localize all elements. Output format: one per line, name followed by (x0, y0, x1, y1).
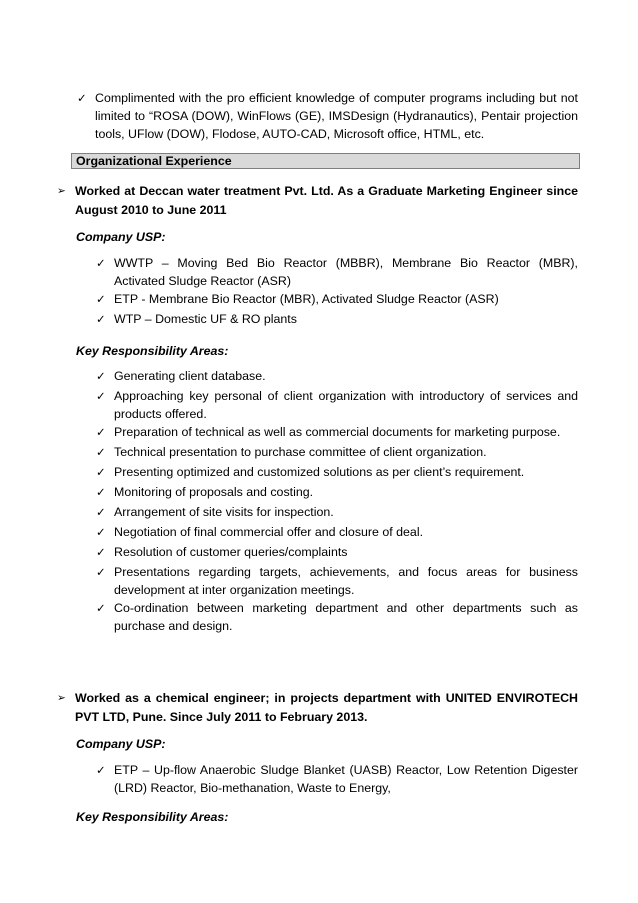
list-item (96, 443, 578, 461)
kra-heading: Key Responsibility Areas: (76, 344, 229, 358)
usp-text: WWTP – Moving Bed Bio Reactor (MBBR), Membrane Bio Reactor (MBR), Activated Sludge Reactor (ASR) (114, 256, 578, 288)
kra-text: Resolution of customer queries/complaints (114, 545, 348, 559)
list-item (96, 254, 578, 290)
usp-text: ETP – Up-flow Anaerobic Sludge Blanket (UASB) Reactor, Low Retention Digester (LRD) Reactor, Bio-methanation, Waste to Energy, (114, 763, 578, 795)
list-item (96, 761, 578, 797)
check-mark-icon: ✓ (96, 312, 106, 326)
job-entry (57, 689, 578, 726)
check-mark-icon: ✓ (96, 565, 106, 579)
list-item (96, 483, 578, 501)
list-item (96, 503, 578, 521)
list-item (96, 463, 578, 481)
usp-text: WTP – Domestic UF & RO plants (114, 312, 297, 326)
kra-text: Presentations regarding targets, achievements, and focus areas for business development at inter organization meetings. (114, 565, 578, 597)
company-usp-heading: Company USP: (76, 230, 166, 244)
kra-text: Co-ordination between marketing department and other departments such as purchase and design. (114, 601, 578, 633)
list-item (96, 367, 578, 385)
kra-text: Arrangement of site visits for inspection. (114, 505, 334, 519)
list-item (96, 599, 578, 635)
kra-text: Generating client database. (114, 369, 266, 383)
arrow-bullet-icon: ➢ (57, 692, 66, 704)
kra-heading: Key Responsibility Areas: (76, 810, 229, 824)
arrow-bullet-icon: ➢ (57, 185, 66, 197)
check-mark-icon: ✓ (96, 256, 106, 270)
company-usp-heading: Company USP: (76, 737, 166, 751)
check-mark-icon: ✓ (96, 545, 106, 559)
job-title: Worked as a chemical engineer; in projects department with UNITED ENVIROTECH PVT LTD, Pune. Since July 2011 to February 2013. (75, 691, 578, 724)
job-entry (57, 182, 578, 219)
check-mark-icon: ✓ (96, 292, 106, 306)
usp-text: ETP - Membrane Bio Reactor (MBR), Activated Sludge Reactor (ASR) (114, 292, 499, 306)
list-item (96, 387, 578, 423)
section-title: Organizational Experience (76, 154, 232, 168)
list-item (96, 310, 578, 328)
check-mark-icon: ✓ (77, 91, 87, 105)
skills-text: Complimented with the pro efficient knowledge of computer programs including but not limited to “ROSA (DOW), WinFlows (GE), IMSDesign (Hydranautics), Pentair projection tools, UFlow (DOW), Flodose, AUTO-CAD, Microsoft office, HTML, etc. (95, 91, 578, 141)
check-mark-icon: ✓ (96, 601, 106, 615)
list-item (96, 523, 578, 541)
check-mark-icon: ✓ (96, 445, 106, 459)
check-mark-icon: ✓ (96, 763, 106, 777)
kra-text: Negotiation of final commercial offer and closure of deal. (114, 525, 424, 539)
list-item (96, 543, 578, 561)
check-mark-icon: ✓ (96, 465, 106, 479)
section-header (71, 153, 580, 169)
list-item (96, 423, 578, 441)
kra-text: Presenting optimized and customized solutions as per client’s requirement. (114, 465, 525, 479)
kra-text: Monitoring of proposals and costing. (114, 485, 314, 499)
job-title: Worked at Deccan water treatment Pvt. Ltd. As a Graduate Marketing Engineer since August 2010 to June 2011 (75, 184, 578, 217)
check-mark-icon: ✓ (96, 485, 106, 499)
check-mark-icon: ✓ (96, 389, 106, 403)
check-mark-icon: ✓ (96, 505, 106, 519)
kra-text: Approaching key personal of client organization with introductory of services and products offered. (114, 389, 578, 421)
list-item (96, 563, 578, 599)
kra-text: Preparation of technical as well as commercial documents for marketing purpose. (114, 425, 561, 439)
check-mark-icon: ✓ (96, 369, 106, 383)
list-item (96, 290, 578, 308)
check-mark-icon: ✓ (96, 425, 106, 439)
check-mark-icon: ✓ (96, 525, 106, 539)
kra-text: Technical presentation to purchase committee of client organization. (114, 445, 487, 459)
list-item (77, 89, 578, 143)
